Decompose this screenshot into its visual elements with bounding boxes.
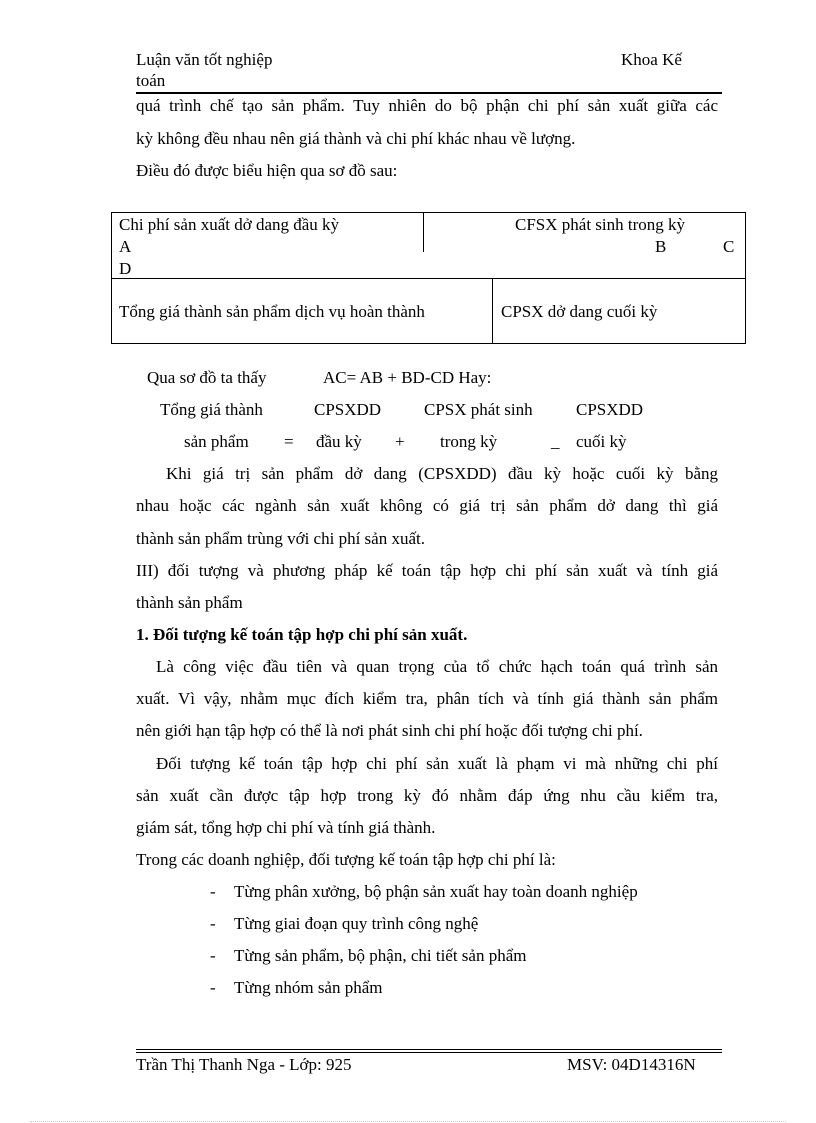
formula-intro: Qua sơ đồ ta thấy xyxy=(147,368,267,387)
diagram-opening-wip-label: Chi phí sản xuất dở dang đầu kỳ xyxy=(119,215,340,234)
formula-term-in-period: trong kỳ xyxy=(440,432,498,451)
bullet-dash-icon: - xyxy=(210,914,216,933)
paragraph-3-line-1: Đối tượng kế toán tập hợp chi phí sản xuất là phạm vi mà những chi phí xyxy=(156,754,718,773)
list-item-text: Từng giai đoạn quy trình công nghệ xyxy=(234,914,479,933)
paragraph-1-line-1: Khi giá trị sản phẩm dở dang (CPSXDD) đầu kỳ hoặc cuối kỳ bằng xyxy=(166,464,718,483)
header-title: Luận văn tốt nghiệp xyxy=(136,50,273,69)
formula-term-beginning: đầu kỳ xyxy=(316,432,362,451)
paragraph-3-line-2: sản xuất cần được tập hợp trong kỳ đó nhằm đáp ứng nhu cầu kiểm tra, xyxy=(136,786,718,805)
formula-plus-sign: + xyxy=(395,432,405,451)
paragraph-3-line-3: giám sát, tổng hợp chi phí và tính giá thành. xyxy=(136,818,436,837)
diagram-point-b: B xyxy=(655,237,667,256)
paragraph-2-line-2: xuất. Vì vậy, nhằm mục đích kiểm tra, phân tích và tính giá thành sản phẩm xyxy=(136,689,718,708)
bullet-dash-icon: - xyxy=(210,946,216,965)
list-item-text: Từng nhóm sản phẩm xyxy=(234,978,383,997)
diagram-point-c: C xyxy=(723,237,735,256)
intro-line-2: kỳ không đều nhau nên giá thành và chi phí khác nhau về lượng. xyxy=(136,129,576,148)
header-rule xyxy=(136,92,722,94)
bullet-dash-icon: - xyxy=(210,882,216,901)
diagram-period-cost-label: CFSX phát sinh trong kỳ xyxy=(515,215,686,234)
list-intro: Trong các doanh nghiệp, đối tượng kế toán tập hợp chi phí là: xyxy=(136,850,556,869)
paragraph-2-line-1: Là công việc đầu tiên và quan trọng của tổ chức hạch toán quá trình sản xyxy=(156,657,718,676)
page-edge-divider xyxy=(30,1121,786,1122)
footer-rule-top xyxy=(136,1049,722,1050)
footer-student-id: MSV: 04D14316N xyxy=(567,1055,696,1074)
formula-term-opening-wip: CPSXDD xyxy=(314,400,382,419)
diagram-divider-horizontal xyxy=(111,278,746,279)
footer-author: Trần Thị Thanh Nga - Lớp: 925 xyxy=(136,1055,352,1074)
intro-line-1: quá trình chế tạo sản phẩm. Tuy nhiên do bộ phận chi phí sản xuất giữa các xyxy=(136,96,718,115)
list-item-text: Từng sản phẩm, bộ phận, chi tiết sản phẩm xyxy=(234,946,527,965)
diagram-divider-bottom xyxy=(492,278,493,344)
formula-term-period-cost: CPSX phát sinh xyxy=(424,400,533,419)
formula-equals-sign: = xyxy=(284,432,294,451)
diagram-point-a: A xyxy=(119,237,132,256)
diagram-divider-top xyxy=(423,212,424,252)
footer-rule-bottom xyxy=(136,1052,722,1053)
paragraph-1-line-3: thành sản phẩm trùng với chi phí sản xuất. xyxy=(136,529,425,548)
header-department: Khoa Kế xyxy=(621,50,682,69)
paragraph-2-line-3: nên giới hạn tập hợp có thể là nơi phát sinh chi phí hoặc đối tượng chi phí. xyxy=(136,721,643,740)
formula-term-closing-wip: CPSXDD xyxy=(576,400,644,419)
section-3-heading-line-2: thành sản phẩm xyxy=(136,593,243,612)
bullet-dash-icon: - xyxy=(210,978,216,997)
formula-minus-sign: _ xyxy=(551,432,560,451)
diagram-point-d: D xyxy=(119,259,132,278)
formula-term-total-cost: Tổng giá thành xyxy=(160,400,263,419)
intro-line-3: Điều đó được biểu hiện qua sơ đồ sau: xyxy=(136,161,398,180)
diagram-total-cost-label: Tổng giá thành sản phẩm dịch vụ hoàn thành xyxy=(119,302,425,321)
header-title-continued: toán xyxy=(136,71,166,90)
formula-term-ending: cuối kỳ xyxy=(576,432,627,451)
list-item-text: Từng phân xưởng, bộ phận sản xuất hay toàn doanh nghiệp xyxy=(234,882,638,901)
diagram-closing-wip-label: CPSX dở dang cuối kỳ xyxy=(501,302,658,321)
subheading-1: 1. Đối tượng kế toán tập hợp chi phí sản xuất. xyxy=(136,625,468,644)
section-3-heading-line-1: III) đối tượng và phương pháp kế toán tập hợp chi phí sản xuất và tính giá xyxy=(136,561,718,580)
formula-equation: AC= AB + BD-CD Hay: xyxy=(323,368,492,387)
formula-term-product: sản phẩm xyxy=(184,432,249,451)
paragraph-1-line-2: nhau hoặc các ngành sản xuất không có giá trị sản phẩm dở dang thì giá xyxy=(136,496,718,515)
